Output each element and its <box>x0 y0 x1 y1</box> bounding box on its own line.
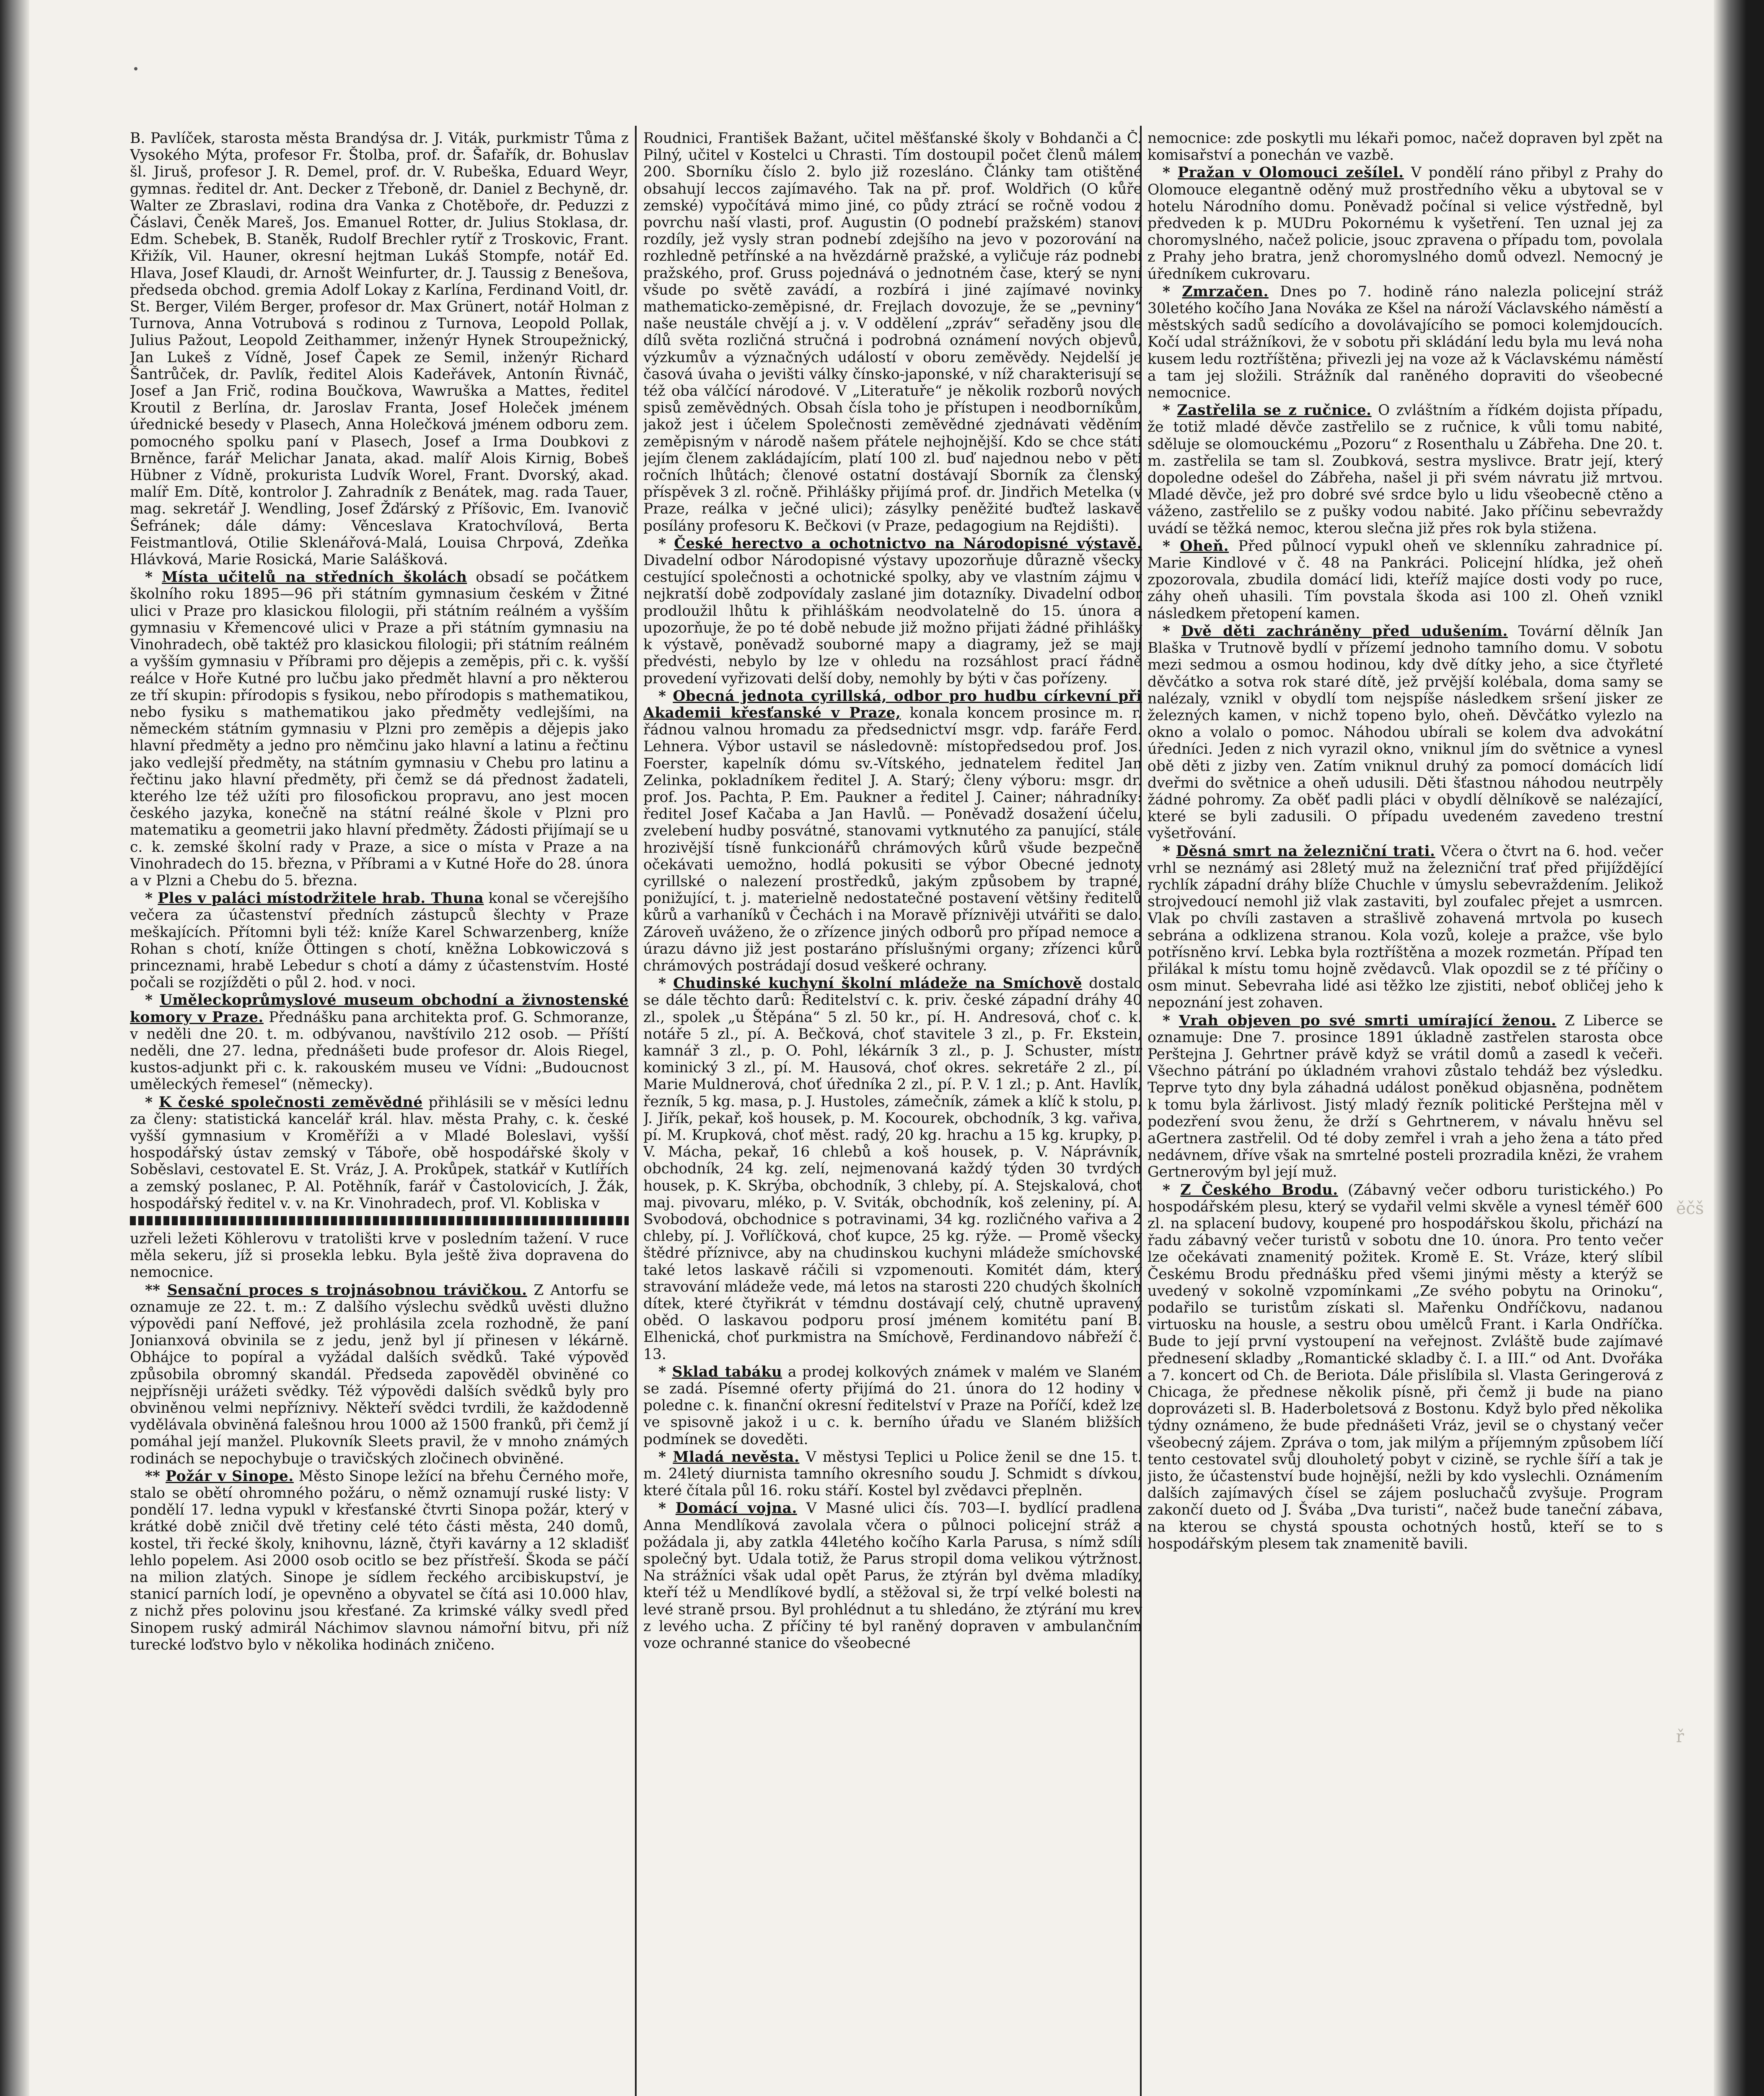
scan-right-edge <box>1714 0 1764 2096</box>
article-body: Z Liberce se oznamuje: Dne 7. prosince 1891 úkladně zastřelen starosta obce Perštejna J. Gehrtner právě když se vrátil domů a zasedl k večeři. Všechno pátrání po úkladném vrahovi zůstalo tehdáž bez výsledku. Teprve tyto dny byla záhadná událost poněkud objasněna, podnětem k tomu byla žárlivost. Jistý mladý řezník politické Perštejna měl v podezření svou ženu, že drží s Gehrtnerem, v návalu hněvu sel aGertnera zastřelil. Od té doby zemřel i vrah a jeho žena a táto před nedávnem, dříve však na smrtelné posteli prozradila knězi, že vrahem Gertnerovým byl její muž. <box>1148 1012 1663 1181</box>
article-paragraph: * Místa učitelů na středních školách obsadí se počátkem školního roku 1895—96 při státním gymnasium českém v Žitné ulici v Praze pro klasickou filologii, při státním reálném a vyšším gymnasiu v Křemencové ulici v Praze a při státním gymnasiu na Vinohradech, obě taktéž pro klasickou filologii; při státním reálném a vyšším gymnasiu v Příbrami pro dějepis a zeměpis, při c. k. vyšší reálce v Hoře Kutné pro lučbu jako předmět hlavní a pro některou ze tří skupin: přírodopis s fysikou, nebo přírodopis s mathematikou, nebo fysiku s mathematikou jako předměty vedlejšími, na německém státním gymnasiu v Plzni pro zeměpis a dějepis jako hlavní předměty a jedno pro němčinu jako hlavní a latinu a řečtinu jako vedlejší předměty, na státním gymnasiu v Chebu pro latinu a řečtinu jako hlavní předměty, při čemž se dá přednost žadateli, kterého lze též užíti pro filosofickou propravu, ano jest mocen českého jazyka, konečně na státní reálné škole v Plzni pro matematiku a geometrii jako hlavní předměty. Žádosti přijímají se u c. k. zemské školní rady v Praze, a sice o místa v Praze a na Vinohradech do 15. března, v Příbrami a v Kutné Hoře do 28. února a v Plzni a Chebu do 5. března. <box>130 569 629 889</box>
article-paragraph: * Chudinské kuchyní školní mládeže na Smíchově dostalo se dále těchto darů: Ředitelství c. k. priv. české západní dráhy 40 zl., spolek „u Štěpána“ 5 zl. 50 kr., pí. H. Andresová, choť c. k. notáře 5 zl., pí. A. Bečková, choť stavitele 3 zl., p. Fr. Ekstein, kamnář 3 zl., p. O. Pohl, lékárník 3 zl., p. J. Schuster, místr kominický 3 zl., pí. M. Hausová, choť okres. sekretáře 2 zl., pí. Marie Muldnerová, choť úředníka 2 zl., pí. P. V. 1 zl.; p. Ant. Havlík, řezník, 5 kg. masa, p. J. Hustoles, zámečník, zámek a klíč k stolu, p. J. Jiřík, pekař, koš housek, p. M. Kocourek, obchodník, 3 kg. vařiva, pí. M. Krupková, choť měst. radý, 20 kg. hrachu a 15 kg. krupky, p. V. Mácha, pekař, 16 chlebů a koš housek, p. V. Náprávník, obchodník, 24 kg. zelí, nejmenovaná každý týden 30 tvrdých housek, p. K. Skrýba, obchodník, 3 chleby, pí. A. Stejskalová, choť maj. pivovaru, mléko, p. V. Sviták, obchodník, koš zeleniny, pí. A. Svobodová, obchodnice s potravinami, 34 kg. rozličného vařiva a 2 chleby, pí. J. Vořlíčková, choť kupce, 25 kg. rýže. — Promě všecky štědré příznivce, aby na chudinskou kuchyni mládeže smíchovské také letos laskavě ráčili si vzpomenouti. Komitét dám, který stravování mládeže vede, má letos na starosti 220 chudých školních dítek, které čtyřikrát v témdnu dostávají celý, chutně upravený oběd. O laskavou podporu prosí jménem komitétu paní B. Elhenická, choť purkmistra na Smíchově, Ferdinandovo nábřeží č. 13. <box>643 975 1142 1363</box>
article-body: přihlásili se v měsíci lednu za členy: statistická kancelář král. hlav. města Prahy, c. k. české vyšší gymnasium v Kroměříži a v Mladé Boleslavi, vyšší hospodářský ústav zemský v Táboře, obě hospodářské školy v Soběslavi, cestovatel E. St. Vráz, J. A. Prokůpek, statkář v Kutlířích a zemský poslanec, P. Al. Potěhník, farář v Častolovicích, J. Žák, hospodářský ředitel v. v. na Kr. Vinohradech, prof. Vl. Kobliska v <box>130 1094 629 1212</box>
article-heading: K české společnosti zeměvědné <box>158 1094 423 1111</box>
article-body: Divadelní odbor Národopisné výstavy upozorňuje důrazně všecky cestující společnosti a ochotnické spolky, aby ve vlastním zájmu v nejkratší době zodpovídaly zaslané jim dotazníky. Divadelní odbor prodloužil lhůtu k přihláškám neodvolatelně do 15. února a upozorňuje, že po té době nebude již možno přijati žádné přihlášky k výstavě, poněvadž souborné mapy a diagramy, jež se mají předvésti, nebylo by lze v ohledu na rozsáhlost prací řádně provedení vyřizovati delší doby, nemohly by býti v čas pořízeny. <box>643 552 1142 687</box>
article-paragraph: * Z Českého Brodu. (Zábavný večer odboru turistického.) Po hospodářském plesu, který se vydařil velmi skvěle a vynesl téměř 600 zl. na splacení budovy, koupené pro hospodářskou školu, přichází na řadu zábavný večer turistů v sobotu dne 10. února. Pro tento večer lze očekávati znamenitý požitek. Kromě E. St. Vráze, který slíbil Českému Brodu přednášku před všemi jinými městy a kterýž se uvedený v sokolně vzpomínkami „Ze svého pobytu na Orinoku“, podařilo se turistům získati sl. Mařenku Ondříčkovu, nadanou virtuosku na housle, a sestru obou umělců Frant. i Karla Ondříčka. Bude to její první vystoupení na veřejnost. Zvláště bude zajímavé přednesení skladby „Romantické skladby č. I. a III.“ od Ant. Dvořáka a 7. koncert od Ch. de Beriota. Dále přislíbila sl. Vlasta Geringerová z Chicaga, že přednese několik písně, při čemž ji bude na piano doprovázeti sl. B. Haderboletsová z Bostonu. Když bylo před několika týdny oznámeno, že bude přednášeti Vráz, jevil se o chystaný večer všeobecný zájem. Zpráva o tom, jak milým a příjemným způsobem líčí tento cestovatel svůj dlouholetý pobyt v cizině, se rychle šíří a tak je jisto, že účastenství bude hojnější, nežli by kdo vyslechli. Oznámením dalších zajímavých čísel se zájem posluchačů zvyšuje. Program zakončí dueto od J. Švába „Dva turisti“, načež bude taneční zábava, na kterou se chystá spousta ochotných hostů, kteří se to s hospodářským plesem tak znamenitě bavili. <box>1148 1181 1663 1552</box>
article-heading: Sensační proces s trojnásobnou trávičkou. <box>167 1281 527 1299</box>
bleed-through-text: ěčš <box>1676 1199 1704 1218</box>
article-heading: Oheň. <box>1180 537 1229 555</box>
article-body: Z Antorfu se oznamuje ze 22. t. m.: Z dalšího výslechu svědků uvěsti dlužno výpovědi paní Neffové, jež prohlásila zcela rozhodně, že paní Jonianxová obvinila se z jedu, jenž byl jí přinesen v lékárně. Obhájce to popíral a vyžádal dalších svědků. Také výpověď způsobila obromný skandál. Předseda zapověděl obviněné co nejpřísněji urážeti svědky. Též výpovědi dalších svědků byly pro obviněnou velmi nepříznivy. Někteří svědci tvrdili, že každodenně vydělávala obviněná falešnou hrou 1000 až 1500 franků, při čemž jí pomáhal její manžel. Plukovník Sleets pravil, že v mnoho známých rodinách se nepochybuje o travičských zločinech obviněné. <box>130 1281 629 1467</box>
article-body: a prodej kolkových známek v malém ve Slaném se zadá. Písemné oferty přijímá do 21. února do 12 hodiny v poledne c. k. finanční okresní ředitelství v Praze na Poříčí, kdež lze ve spisovně jakož i u c. k. berního úřadu ve Slaném bližších podmínek se doveděti. <box>643 1363 1142 1448</box>
article-heading: České herectvo a ochotnictvo na Národopisné výstavě. <box>674 535 1142 552</box>
article-paragraph: * Pražan v Olomouci zešílel. V pondělí ráno přibyl z Prahy do Olomouce elegantně oděný muž prostředního věku a ubytoval se v hotelu Národního domu. Poněvadž počínal si velice výstředně, byl předveden k p. MUDru Pokornému k vyšetření. Ten uznal jej za choromyslného, načež policie, jsouc zpravena o případu tom, povolala z Prahy jeho bratra, jenž choromyslného domů odvezl. Nemocný je úředníkem cukrovaru. <box>1148 164 1663 283</box>
article-body: V městysi Teplici u Police ženil se dne 15. t. m. 24letý diurnista tamního okresního soudu J. Schmidt s dívkou, které čítala půl 16. roku stáří. Kostel byl zvědavci přeplněn. <box>643 1448 1142 1499</box>
article-paragraph: * Mladá nevěsta. V městysi Teplici u Police ženil se dne 15. t. m. 24letý diurnista tamního okresního soudu J. Schmidt s dívkou, které čítala půl 16. roku stáří. Kostel byl zvědavci přeplněn. <box>643 1448 1142 1499</box>
article-paragraph: * K české společnosti zeměvědné přihlásili se v měsíci lednu za členy: statistická kancelář král. hlav. města Prahy, c. k. české vyšší gymnasium v Kroměříži a v Mladé Boleslavi, vyšší hospodářský ústav zemský v Táboře, obě hospodářské školy v Soběslavi, cestovatel E. St. Vráz, J. A. Prokůpek, statkář v Kutlířích a zemský poslanec, P. Al. Potěhník, farář v Častolovicích, J. Žák, hospodářský ředitel v. v. na Kr. Vinohradech, prof. Vl. Kobliska v <box>130 1094 629 1212</box>
article-paragraph: * Ples v paláci místodržitele hrab. Thuna konal se včerejšího večera za účastenství předních zástupců šlechty v Praze meškajících. Přítomni byli též: kníže Karel Schwarzenberg, kníže Rohan s chotí, kníže Öttingen s chotí, kněžna Lobkowiczová s princeznami, hrabě Lebedur s chotí a dámy z účastenstvím. Hosté počali se rozjížděti o půl 2. hod. v noci. <box>130 890 629 991</box>
article-paragraph: * Vrah objeven po své smrti umírající ženou. Z Liberce se oznamuje: Dne 7. prosince 1891 úkladně zastřelen starosta obce Perštejna J. Gehrtner právě když se vrátil domů a zasedl k večeři. Všechno pátrání po úkladném vrahovi zůstalo tehdáž bez výsledku. Teprve tyto dny byla záhadná událost poněkud objasněna, podnětem k tomu byla žárlivost. Jistý mladý řezník politické Perštejna měl v podezření svou ženu, že drží s Gehrtnerem, v návalu hněvu sel aGertnera zastřelil. Od té doby zemřel i vrah a jeho žena a táto před nedávnem, dříve však na smrtelné posteli prozradila knězi, že vrahem Gertnerovým byl její muž. <box>1148 1012 1663 1181</box>
article-heading: Zastřelila se z ručnice. <box>1177 402 1372 419</box>
article-heading: Sklad tabáku <box>672 1363 782 1380</box>
article-paragraph: * Domácí vojna. V Masné ulici čís. 703—I. bydlící pradlena Anna Mendlíková zavolala včera o půlnoci policejní stráž a požádala ji, aby zatkla 44letého kočího Karla Parusa, s nímž sdílí společný byt. Udala totiž, že Parus stropil doma velikou výtržnost. Na strážníci však udal opět Parus, že ztýrán byl dvěma mladíky, kteří též u Mendlíkové bydlí, a stěžoval si, že trpí velké bolesti na levé straně prsou. Byl prohlédnut a tu shledáno, že ztýrání mu krev z levého ucha. Z příčiny té byl raněný dopraven v ambulančním voze ochranné stanice do všeobecné <box>643 1500 1142 1652</box>
article-heading: Dvě děti zachráněny před udušením. <box>1181 623 1508 640</box>
column-3 <box>1148 130 1663 2096</box>
article-paragraph: * Sklad tabáku a prodej kolkových známek v malém ve Slaném se zadá. Písemné oferty přijímá do 21. února do 12 hodiny v poledne c. k. finanční okresní ředitelství v Praze na Poříčí, kdež lze ve spisovně jakož i u c. k. berního úřadu ve Slaném bližších podmínek se doveděti. <box>643 1363 1142 1448</box>
article-paragraph: ** Sensační proces s trojnásobnou trávičkou. Z Antorfu se oznamuje ze 22. t. m.: Z dalšího výslechu svědků uvěsti dlužno výpovědi paní Neffové, jež prohlásila zcela rozhodně, že paní Jonianxová obvinila se z jedu, jenž byl jí přinesen v lékárně. Obhájce to popíral a vyžádal dalších svědků. Také výpověď způsobila obromný skandál. Předseda zapověděl obviněné co nejpřísněji urážeti svědky. Též výpovědi dalších svědků byly pro obviněnou velmi nepříznivy. Někteří svědci tvrdili, že každodenně vydělávala obviněná falešnou hrou 1000 až 1500 franků, při čemž jí pomáhal její manžel. Plukovník Sleets pravil, že v mnoho známých rodinách se nepochybuje o travičských zločinech obviněné. <box>130 1281 629 1467</box>
column-rule-1 <box>635 126 637 2096</box>
article-body: V Masné ulici čís. 703—I. bydlící pradlena Anna Mendlíková zavolala včera o půlnoci policejní stráž a požádala ji, aby zatkla 44letého kočího Karla Parusa, s nímž sdílí společný byt. Udala totiž, že Parus stropil doma velikou výtržnost. Na strážníci však udal opět Parus, že ztýrán byl dvěma mladíky, kteří též u Mendlíkové bydlí, a stěžoval si, že trpí velké bolesti na levé straně prsou. Byl prohlédnut a tu shledáno, že ztýrání mu krev z levého ucha. Z příčiny té byl raněný dopraven v ambulančním voze ochranné stanice do všeobecné <box>643 1500 1142 1652</box>
article-paragraph: * Oheň. Před půlnocí vypukl oheň ve sklenníku zahradnice pí. Marie Kindlové v č. 48 na Pankráci. Policejní hlídka, jež oheň zpozorovala, zbudila domácí lidi, kteříž majíce dosti vody po ruce, záhy oheň uhasili. Tím povstala škoda asi 100 zl. Oheň vznikl následkem přetopení kamen. <box>1148 537 1663 622</box>
article-paragraph: * Zastřelila se z ručnice. O zvláštním a řídkém dojista případu, že totiž mladé děvče zastřelilo se z ručnice, k vůli tomu nabité, sděluje se olomouckému „Pozoru“ z Rosenthalu u Zábřeha. Dne 20. t. m. zastřelila se tam sl. Zoubková, sestra myslivce. Bratr její, který dopoledne odešel do Zábřeha, našel ji při svém návratu již mrtvou. Mladé děvče, jež pro dobré své srdce bylo u lidu všeobecně ctěno a váženo, zastřelilo se z pušky vodou nabité. Jako příčinu sebevraždy uvádí se těžká nemoc, kterou slečna již přes rok byla stižena. <box>1148 402 1663 537</box>
article-heading: Obecná jednota cyrillská, odbor pro hudbu církevní při Akademii křesťanské v Praze, <box>643 687 1142 721</box>
article-paragraph: Roudnici, František Bažant, učitel měšťanské školy v Bohdanči a Č. Pilný, učitel v Kostelci u Chrasti. Tím dostoupil počet členů málem 200. Sborníku číslo 2. bylo již rozesláno. Články tam otištěné obsahují leccos zajímavého. Tak na př. prof. Woldřich (O kůře zemské) vypočítává mimo jiné, co půdy ztrácí se ročně vodou z povrchu naší vlasti, prof. Augustin (O podnebí pražském) stanoví rozdíly, jež vysly stran podnebí zdejšího na jevo v pozorování na rozhledně petřínské a na hvězdárně pražské, a vyličuje ráz podnebí pražského, prof. Gruss pojednává o jednotném čase, který se nyní všude po světě zavádí, a rozbírá i jiné zajímavé novinky mathematicko-zeměpisné, dr. Frejlach dovozuje, že se „pevniny“ naše neustále chvějí a j. v. V oddělení „zpráv“ seřaděny jsou dle dílů světa rozličná stručná i podrobná oznámení nových objevů, výzkumův a význačných událostí v oboru zeměvědy. Nejdelší je časová úvaha o jevišti války čínsko-japonské, v níž charakterisují se též oba válčící národové. V „Literatuře“ je několik rozborů nových spisů zeměvědných. Obsah čísla toho je přístupen i neodborníkům, jakož jest i účelem Společnosti zeměvědné zjednávati věděním zeměpisným v národě našem přátele nejhojnější. Kdo se chce státi jejím členem zakládajícím, platí 100 zl. buď najednou nebo v pěti ročních lhůtách; členové ostatní dostávají Sborník za členský příspěvek 3 zl. ročně. Přihlášky přijímá prof. dr. Jindřich Metelka (v Praze, reálka v ječné ulici); zásylky peněžité buďtež laskavě posílány profesoru K. Bečkovi (v Praze, pedagogium na Rejdišti). <box>643 130 1142 534</box>
article-body: Přednášku pana architekta prof. G. Schmoranze, v neděli dne 20. t. m. odbývanou, navštívilo 212 osob. — Příští neděli, dne 27. ledna, přednášeti bude profesor dr. Alois Riegel, kustos-adjunkt při c. k. rakouském museu ve Vídni: „Budoucnost uměleckých řemesel“ (německy). <box>130 1009 629 1093</box>
article-heading: Místa učitelů na středních školách <box>162 569 467 586</box>
article-heading: Z Českého Brodu. <box>1180 1181 1338 1198</box>
article-heading: Děsná smrt na železniční trati. <box>1176 843 1435 860</box>
column-2 <box>643 130 1142 2096</box>
article-heading: Vrah objeven po své smrti umírající ženou. <box>1179 1012 1557 1029</box>
column-1 <box>130 130 629 2096</box>
article-heading: Chudinské kuchyní školní mládeže na Smíchově <box>673 975 1083 992</box>
article-body: V pondělí ráno přibyl z Prahy do Olomouce elegantně oděný muž prostředního věku a ubytoval se v hotelu Národního domu. Poněvadž počínal si velice výstředně, byl předveden k p. MUDru Pokornému k vyšetření. Ten uznal jej za choromyslného, načež policie, jsouc zpravena o případu tom, povolala z Prahy jeho bratra, jenž choromyslného domů odvezl. Nemocný je úředníkem cukrovaru. <box>1148 164 1663 283</box>
scan-speck <box>134 67 137 70</box>
article-paragraph: * Dvě děti zachráněny před udušením. Tovární dělník Jan Blaška v Trutnově bydlí v přízemí jednoho tamního domu. V sobotu mezi sedmou a osmou hodinou, kdy dvě dítky jeho, a sice čtyřleté děvčátko a sotva rok staré dítě, jež prvější kolébala, doma samy se nalézaly, vznikl v obydlí tom nejspíše následkem sršení jisker ze železných kamen, v nichž topeno bylo, oheň. Děvčátko vylezlo na okno a volalo o pomoc. Náhodou ubírali se kolem dva advokátní úředníci. Jeden z nich vyrazil okno, vniknul jím do světnice a vynesl obě děti z jizby ven. Zatím vniknul druhý za pomocí domácích lidí dveřmi do světnice a oheň udusili. Děti šťastnou náhodou neutrpěly žádné pohromy. Za oběť padli pláci v obydlí dělníkově se nalézající, které se byli zadusili. O případu uvedeném zavedeno trestní vyšetřování. <box>1148 623 1663 842</box>
article-body: Včera o čtvrt na 6. hod. večer vrhl se neznámý asi 28letý muž na železniční trať před přijíždějící rychlík západní dráhy blíže Chuchle v úmyslu sebevraždením. Jelikož strojvedoucí nemohl již vlak zastaviti, byl zoufalec přejet a usmrcen. Vlak po chvíli zastaven a strašlivě zohavená mrtvola po kusech sebrána a odklizena stranou. Kola vozů, koleje a pražce, vše bylo potřísněno krví. Lebka byla roztříštěna a mozek rozmetán. Případ ten přilákal k místu tomu hojně zvědavců. Vlak opozdil se z té příčiny o osm minut. Sebevraha lidé asi těžko lze zjistiti, neboť obličej jeho k nepoznání jest zohaven. <box>1148 843 1663 1012</box>
article-heading: Domácí vojna. <box>675 1500 797 1517</box>
article-body: konala koncem prosince m. r. řádnou valnou hromadu za předsednictví msgr. vdp. faráře Ferd. Lehnera. Výbor ustavil se následovně: místopředsedou prof. Jos. Foerster, kapelník dómu sv.-Vítského, jednatelem ředitel Jan Zelinka, pokladníkem ředitel J. A. Starý; členy výboru: msgr. dr. prof. Jos. Pachta, P. Em. Paukner a ředitel J. Cainer; náhradníky: ředitel Josef Kačaba a Jan Havlů. — Poněvadž dosažení účelu, zvelebení hudby posvátné, stanovami vytknutého za panující, stále hrozivější tísně funkcionářů chrámových kůrů všude bezpečně očekávati uemožno, hodlá pokusiti se výbor Obecné jednoty cyrillské o nalezení prostředků, jakým způsobem by trapné, ponižující, t. j. materielně nedostatečné postavení většiny ředitelů kůrů a varhaníků v Čechách i na Moravě příznivěji utvářiti se dalo. Zároveň uváženo, že o zřízence jiných odborů pro případ nemoce a úrazu dávno již jest postaráno příslušnými organy; zřízenci kůrů chrámových postrádají dosud veškeré ochrany. <box>643 704 1142 974</box>
article-heading: Pražan v Olomouci zešílel. <box>1178 164 1404 182</box>
article-paragraph: ** Požár v Sinope. Město Sinope ležící na břehu Černého moře, stalo se obětí ohromného požáru, o němž oznamují ruské listy: V pondělí 17. ledna vypukl v křesťanské čtvrti Sinopa požár, který v krátké době zničil dvě třetiny celé této části města, 240 domů, kostel, tři řecké školy, knihovnu, lázně, čtyři kavárny a 12 skladišť lehlo popelem. Asi 2000 osob ocitlo se bez přístřeší. Škoda se páčí na milion zlatých. Sinope je sídlem řeckého arcibiskupství, je stanicí parních lodí, je opevněno a obyvatel se čítá asi 10.000 hlav, z nichž přes polovinu jsou křesťané. Za krimské války svedl před Sinopem ruský admirál Náchimov slavnou námořní bitvu, při níž turecké loďstvo bylo v několika hodinách zničeno. <box>130 1468 629 1653</box>
article-paragraph: * Děsná smrt na železniční trati. Včera o čtvrt na 6. hod. večer vrhl se neznámý asi 28letý muž na železniční trať před přijíždějící rychlík západní dráhy blíže Chuchle v úmyslu sebevraždením. Jelikož strojvedoucí nemohl již vlak zastaviti, byl zoufalec přejet a usmrcen. Vlak po chvíli zastaven a strašlivě zohavená mrtvola po kusech sebrána a odklizena stranou. Kola vozů, koleje a pražce, vše bylo potřísněno krví. Lebka byla roztříštěna a mozek rozmetán. Případ ten přilákal k místu tomu hojně zvědavců. Vlak opozdil se z té příčiny o osm minut. Sebevraha lidé asi těžko lze zjistiti, neboť obličej jeho k nepoznání jest zohaven. <box>1148 843 1663 1012</box>
article-body: konal se včerejšího večera za účastenství předních zástupců šlechty v Praze meškajících. Přítomni byli též: kníže Karel Schwarzenberg, kníže Rohan s chotí, kníže Öttingen s chotí, kněžna Lobkowiczová s princeznami, hrabě Lebedur s chotí a dámy z účastenstvím. Hosté počali se rozjížděti o půl 2. hod. v noci. <box>130 890 629 991</box>
scan-left-edge <box>0 0 29 2096</box>
article-heading: Požár v Sinope. <box>166 1468 294 1485</box>
article-heading: Zmrzačen. <box>1182 283 1269 300</box>
section-separator <box>130 1216 629 1225</box>
article-paragraph: B. Pavlíček, starosta města Brandýsa dr. J. Viták, purkmistr Tůma z Vysokého Mýta, profesor Fr. Štolba, prof. dr. Šafařík, dr. Bohuslav šl. Jiruš, profesor J. R. Demel, prof. dr. V. Rubeška, Eduard Weyr, gymnas. ředitel dr. Ant. Decker z Třeboně, dr. Daniel z Bechyně, dr. Walter ze Zbraslavi, rodina dra Vanka z Chotěboře, dr. Peduzzi z Čáslavi, Čeněk Mareš, Jos. Emanuel Rotter, dr. Julius Stoklasa, dr. Edm. Schebek, B. Staněk, Rudolf Brechler rytíř z Troskovic, Frant. Křižík, Vil. Hauner, okresní hejtman Lukáš Stompfe, notář Ed. Hlava, Josef Klaudi, dr. Arnošt Weinfurter, dr. J. Taussig z Benešova, předseda obchod. gremia Adolf Lokay z Karlína, Ferdinand Voitl, dr. St. Berger, Vilém Berger, profesor dr. Max Grünert, notář Holman z Turnova, Anna Votrubová s rodinou z Turnova, Leopold Pollak, Julius Pažout, Leopold Zeithammer, inženýr Hynek Stroupežnický, Jan Lukeš z Vídně, Josef Čapek ze Semil, inženýr Richard Šantrůček, dr. Pavlík, ředitel Alois Kadeřávek, Antonín Řivnáč, Josef a Jan Frič, rodina Boučkova, Wawruška a Mattes, ředitel Kroutil z Berlína, dr. Jaroslav Franta, Josef Holeček jménem úřednické besedy v Plasech, Anna Holečková jménem odboru zem. pomocného spolku paní v Plasech, Josef a Irma Doubkovi z Brněnce, farář Melichar Janata, akad. malíř Alois Kirnig, Bobeš Hübner z Vídně, prokurista Ludvík Worel, Frant. Dvorský, akad. malíř Em. Dítě, kontrolor J. Zahradník z Benátek, mag. rada Tauer, mag. sekretář J. Wendling, Josef Žďárský z Příšovic, Em. Ivanovič Šefránek; dále dámy: Věnceslava Kratochvílová, Berta Feistmantlová, Otilie Sklenářová-Malá, Louisa Chrpová, Zdeňka Hlávková, Marie Rosická, Marie Salášková. <box>130 130 629 568</box>
article-body: obsadí se počátkem školního roku 1895—96 při státním gymnasium českém v Žitné ulici v Praze pro klasickou filologii, při státním reálném a vyšším gymnasiu v Křemencové ulici v Praze a při státním gymnasiu na Vinohradech, obě taktéž pro klasickou filologii; při státním reálném a vyšším gymnasiu v Příbrami pro dějepis a zeměpis, při c. k. vyšší reálce v Hoře Kutné pro lučbu jako předmět hlavní a pro některou ze tří skupin: přírodopis s fysikou, nebo přírodopis s mathematikou, nebo fysiku s mathematikou jako předměty vedlejšími, na německém státním gymnasiu v Plzni pro zeměpis a dějepis jako hlavní předměty a jedno pro němčinu jako hlavní a latinu a řečtinu jako vedlejší předměty, na státním gymnasiu v Chebu pro latinu a řečtinu jako hlavní předměty, při čemž se dá přednost žadateli, kterého lze též užíti pro filosofickou propravu, ano jest mocen českého jazyka, konečně na státní reálné škole v Plzni pro matematiku a geometrii jako hlavní předměty. Žádosti přijímají se u c. k. zemské školní rady v Praze, a sice o místa v Praze a na Vinohradech do 15. března, v Příbrami a v Kutné Hoře do 28. února a v Plzni a Chebu do 5. března. <box>130 569 629 889</box>
article-body: Dnes po 7. hodině ráno nalezla policejní stráž 30letého kočího Jana Nováka ze Kšel na nároží Václavského náměstí a městských sadů sedícího a dovolávajícího se pomoci kolemjdoucích. Kočí udal strážníkovi, že v sobotu při skládání ledu byla mu levá noha kusem ledu roztříštěna; přivezli jej na voze až k Václavskému náměstí a tam jej složili. Strážník dal raněného dopraviti do všeobecné nemocnice. <box>1148 283 1663 402</box>
article-paragraph: * Uměleckoprůmyslové museum obchodní a živnostenské komory v Praze. Přednášku pana architekta prof. G. Schmoranze, v neděli dne 20. t. m. odbývanou, navštívilo 212 osob. — Příští neděli, dne 27. ledna, přednášeti bude profesor dr. Alois Riegel, kustos-adjunkt při c. k. rakouském museu ve Vídni: „Budoucnost uměleckých řemesel“ (německy). <box>130 992 629 1093</box>
article-body: Město Sinope ležící na břehu Černého moře, stalo se obětí ohromného požáru, o němž oznamují ruské listy: V pondělí 17. ledna vypukl v křesťanské čtvrti Sinopa požár, který v krátké době zničil dvě třetiny celé této části města, 240 domů, kostel, tři řecké školy, knihovnu, lázně, čtyři kavárny a 12 skladišť lehlo popelem. Asi 2000 osob ocitlo se bez přístřeší. Škoda se páčí na milion zlatých. Sinope je sídlem řeckého arcibiskupství, je stanicí parních lodí, je opevněno a obyvatel se čítá asi 10.000 hlav, z nichž přes polovinu jsou křesťané. Za krimské války svedl před Sinopem ruský admirál Náchimov slavnou námořní bitvu, při níž turecké loďstvo bylo v několika hodinách zničeno. <box>130 1468 629 1653</box>
article-body: (Zábavný večer odboru turistického.) Po hospodářském plesu, který se vydařil velmi skvěle a vynesl téměř 600 zl. na splacení budovy, koupené pro hospodářskou školu, přichází na řadu zábavný večer turistů v sobotu dne 10. února. Pro tento večer lze očekávati znamenitý požitek. Kromě E. St. Vráze, který slíbil Českému Brodu přednášku před všemi jinými městy a kterýž se uvedený v sokolně vzpomínkami „Ze svého pobytu na Orinoku“, podařilo se turistům získati sl. Mařenku Ondříčkovu, nadanou virtuosku na housle, a sestru obou umělců Frant. i Karla Ondříčka. Bude to její první vystoupení na veřejnost. Zvláště bude zajímavé přednesení skladby „Romantické skladby č. I. a III.“ od Ant. Dvořáka a 7. koncert od Ch. de Beriota. Dále přislíbila sl. Vlasta Geringerová z Chicaga, že přednese několik písně, při čemž ji bude na piano doprovázeti sl. B. Haderboletsová z Bostonu. Když bylo před několika týdny oznámeno, že bude přednášeti Vráz, jevil se o chystaný večer všeobecný zájem. Zpráva o tom, jak milým a příjemným způsobem líčí tento cestovatel svůj dlouholetý pobyt v cizině, se rychle šíří a tak je jisto, že účastenství bude hojnější, nežli by kdo vyslechli. Oznámením dalších zajímavých čísel se zájem posluchačů zvyšuje. Program zakončí dueto od J. Švába „Dva turisti“, načež bude taneční zábava, na kterou se chystá spousta ochotných hostů, kteří se to s hospodářským plesem tak znamenitě bavili. <box>1148 1181 1663 1552</box>
article-heading: Ples v paláci místodržitele hrab. Thuna <box>158 890 484 907</box>
article-heading: Uměleckoprůmyslové museum obchodní a živnostenské komory v Praze. <box>130 992 629 1026</box>
article-paragraph: * České herectvo a ochotnictvo na Národopisné výstavě. Divadelní odbor Národopisné výstavy upozorňuje důrazně všecky cestující společnosti a ochotnické spolky, aby ve vlastním zájmu v nejkratší době zodpovídaly zaslané jim dotazníky. Divadelní odbor prodloužil lhůtu k přihláškám neodvolatelně do 15. února a upozorňuje, že po té době nebude již možno přijati žádné přihlášky k výstavě, poněvadž souborné mapy a diagramy, jež se mají předvésti, nebylo by lze v ohledu na rozsáhlost prací řádně provedení vyřizovati delší doby, nemohly by býti v čas pořízeny. <box>643 535 1142 687</box>
article-body: O zvláštním a řídkém dojista případu, že totiž mladé děvče zastřelilo se z ručnice, k vůli tomu nabité, sděluje se olomouckému „Pozoru“ z Rosenthalu u Zábřeha. Dne 20. t. m. zastřelila se tam sl. Zoubková, sestra myslivce. Bratr její, který dopoledne odešel do Zábřeha, našel ji při svém návratu již mrtvou. Mladé děvče, jež pro dobré své srdce bylo u lidu všeobecně ctěno a váženo, zastřelilo se z pušky vodou nabité. Jako příčinu sebevraždy uvádí se těžká nemoc, kterou slečna již přes rok byla stižena. <box>1148 402 1663 537</box>
article-paragraph: uzřeli ležeti Köhlerovu v tratolišti krve v posledním tažení. V ruce měla sekeru, jíž si prosekla lebku. Byla ještě živa dopravena do nemocnice. <box>130 1230 629 1281</box>
article-heading: Mladá nevěsta. <box>673 1448 800 1466</box>
article-paragraph: nemocnice: zde poskytli mu lékaři pomoc, načež dopraven byl zpět na komisařství a ponechán ve vazbě. <box>1148 130 1663 164</box>
bleed-through-text: ř <box>1676 1727 1684 1746</box>
article-paragraph: * Zmrzačen. Dnes po 7. hodině ráno nalezla policejní stráž 30letého kočího Jana Nováka ze Kšel na nároží Václavského náměstí a městských sadů sedícího a dovolávajícího se pomoci kolemjdoucích. Kočí udal strážníkovi, že v sobotu při skládání ledu byla mu levá noha kusem ledu roztříštěna; přivezli jej na voze až k Václavskému náměstí a tam jej složili. Strážník dal raněného dopraviti do všeobecné nemocnice. <box>1148 283 1663 402</box>
article-body: dostalo se dále těchto darů: Ředitelství c. k. priv. české západní dráhy 40 zl., spolek „u Štěpána“ 5 zl. 50 kr., pí. H. Andresová, choť c. k. notáře 5 zl., pí. A. Bečková, choť stavitele 3 zl., p. Fr. Ekstein, kamnář 3 zl., p. O. Pohl, lékárník 3 zl., p. J. Schuster, místr kominický 3 zl., pí. M. Hausová, choť okres. sekretáře 2 zl., pí. Marie Muldnerová, choť úředníka 2 zl., pí. P. V. 1 zl.; p. Ant. Havlík, řezník, 5 kg. masa, p. J. Hustoles, zámečník, zámek a klíč k stolu, p. J. Jiřík, pekař, koš housek, p. M. Kocourek, obchodník, 3 kg. vařiva, pí. M. Krupková, choť měst. radý, 20 kg. hrachu a 15 kg. krupky, p. V. Mácha, pekař, 16 chlebů a koš housek, p. V. Náprávník, obchodník, 24 kg. zelí, nejmenovaná každý týden 30 tvrdých housek, p. K. Skrýba, obchodník, 3 chleby, pí. A. Stejskalová, choť maj. pivovaru, mléko, p. V. Sviták, obchodník, koš zeleniny, pí. A. Svobodová, obchodnice s potravinami, 34 kg. rozličného vařiva a 2 chleby, pí. J. Vořlíčková, choť kupce, 25 kg. rýže. — Promě všecky štědré příznivce, aby na chudinskou kuchyni mládeže smíchovské také letos laskavě ráčili si vzpomenouti. Komitét dám, který stravování mládeže vede, má letos na starosti 220 chudých školních dítek, které čtyřikrát v témdnu dostávají celý, chutně upravený oběd. O laskavou podporu prosí jménem komitétu paní B. Elhenická, choť purkmistra na Smíchově, Ferdinandovo nábřeží č. 13. <box>643 975 1142 1363</box>
article-paragraph: * Obecná jednota cyrillská, odbor pro hudbu církevní při Akademii křesťanské v Praze, konala koncem prosince m. r. řádnou valnou hromadu za předsednictví msgr. vdp. faráře Ferd. Lehnera. Výbor ustavil se následovně: místopředsedou prof. Jos. Foerster, kapelník dómu sv.-Vítského, jednatelem ředitel Jan Zelinka, pokladníkem ředitel J. A. Starý; členy výboru: msgr. dr. prof. Jos. Pachta, P. Em. Paukner a ředitel J. Cainer; náhradníky: ředitel Josef Kačaba a Jan Havlů. — Poněvadž dosažení účelu, zvelebení hudby posvátné, stanovami vytknutého za panující, stále hrozivější tísně funkcionářů chrámových kůrů všude bezpečně očekávati uemožno, hodlá pokusiti se výbor Obecné jednoty cyrillské o nalezení prostředků, jakým způsobem by trapné, ponižující, t. j. materielně nedostatečné postavení většiny ředitelů kůrů a varhaníků v Čechách i na Moravě příznivěji utvářiti se dalo. Zároveň uváženo, že o zřízence jiných odborů pro případ nemoce a úrazu dávno již jest postaráno příslušnými organy; zřízenci kůrů chrámových postrádají dosud veškeré ochrany. <box>643 687 1142 974</box>
article-body: Před půlnocí vypukl oheň ve sklenníku zahradnice pí. Marie Kindlové v č. 48 na Pankráci. Policejní hlídka, jež oheň zpozorovala, zbudila domácí lidi, kteříž majíce dosti vody po ruce, záhy oheň uhasili. Tím povstala škoda asi 100 zl. Oheň vznikl následkem přetopení kamen. <box>1148 537 1663 622</box>
article-body: Tovární dělník Jan Blaška v Trutnově bydlí v přízemí jednoho tamního domu. V sobotu mezi sedmou a osmou hodinou, kdy dvě dítky jeho, a sice čtyřleté děvčátko a sotva rok staré dítě, jež prvější kolébala, doma samy se nalézaly, vznikl v obydlí tom nejspíše následkem sršení jisker ze železných kamen, v nichž topeno bylo, oheň. Děvčátko vylezlo na okno a volalo o pomoc. Náhodou ubírali se kolem dva advokátní úředníci. Jeden z nich vyrazil okno, vniknul jím do světnice a vynesl obě děti z jizby ven. Zatím vniknul druhý za pomocí domácích lidí dveřmi do světnice a oheň udusili. Děti šťastnou náhodou neutrpěly žádné pohromy. Za oběť padli pláci v obydlí dělníkově se nalézající, které se byli zadusili. O případu uvedeném zavedeno trestní vyšetřování. <box>1148 623 1663 842</box>
